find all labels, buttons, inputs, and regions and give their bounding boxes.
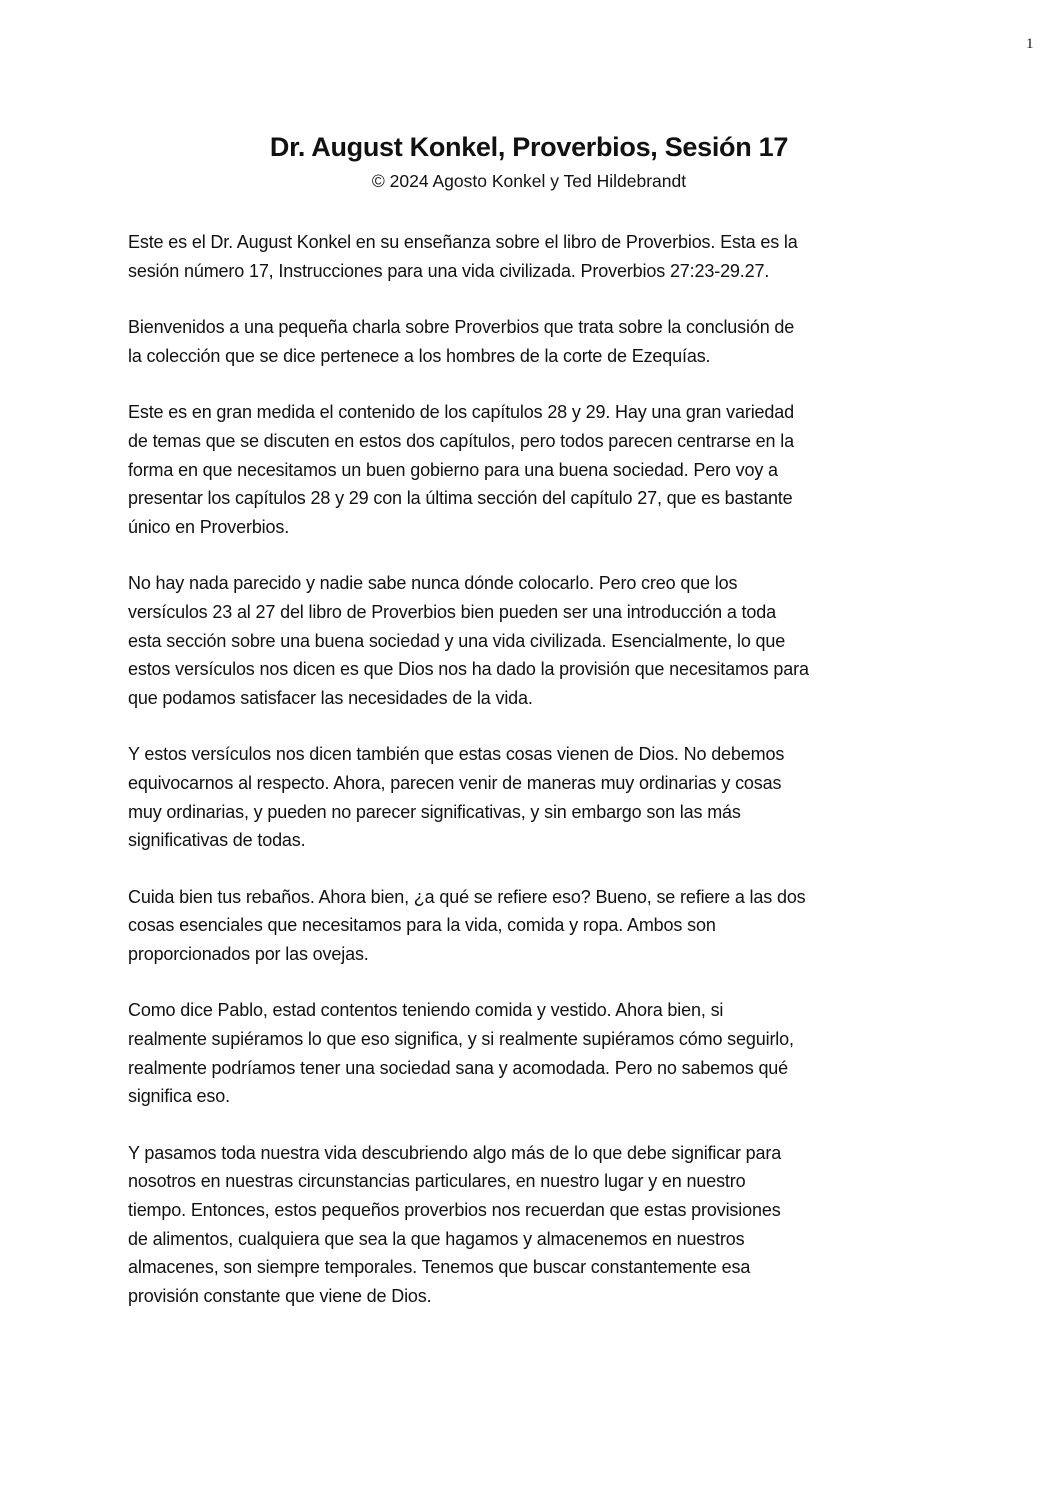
document-title: Dr. August Konkel, Proverbios, Sesión 17 <box>269 132 789 162</box>
paragraph <box>128 1139 809 1311</box>
text-line: cosas esenciales que necesitamos para la vida, comida y ropa. Ambos son <box>128 915 716 936</box>
paragraph <box>128 740 809 854</box>
text-line: significativas de todas. <box>128 830 306 851</box>
text-line: No hay nada parecido y nadie sabe nunca dónde colocarlo. Pero creo que los <box>128 573 738 594</box>
text-line: significa eso. <box>128 1086 230 1107</box>
text-line: Este es el Dr. August Konkel en su enseñanza sobre el libro de Proverbios. Esta es la <box>128 232 798 252</box>
text-line: único en Proverbios. <box>128 516 290 537</box>
paragraph <box>128 313 809 370</box>
paragraph <box>128 996 809 1110</box>
text-line: nosotros en nuestras circunstancias particulares, en nuestro lugar y en nuestro <box>128 1171 746 1192</box>
text-line: Cuida bien tus rebaños. Ahora bien, ¿a qué se refiere eso? Bueno, se refiere a las dos <box>128 886 806 907</box>
copyright-line: © 2024 Agosto Konkel y Ted Hildebrandt <box>371 171 687 191</box>
text-line: de alimentos, cualquiera que sea la que hagamos y almacenemos en nuestros <box>128 1228 745 1249</box>
paragraph <box>128 228 809 285</box>
text-line: Bienvenidos a una pequeña charla sobre Proverbios que trata sobre la conclusión de <box>128 317 795 338</box>
paragraph <box>128 398 809 541</box>
text-line: proporcionados por las ovejas. <box>128 943 369 964</box>
text-line: presentar los capítulos 28 y 29 con la última sección del capítulo 27, que es bastante <box>128 488 793 509</box>
paragraph <box>128 569 809 712</box>
text-line: Este es en gran medida el contenido de los capítulos 28 y 29. Hay una gran variedad <box>128 402 794 423</box>
text-line: de temas que se discuten en estos dos capítulos, pero todos parecen centrarse en la <box>128 430 794 451</box>
text-line: sesión número 17, Instrucciones para una vida civilizada. Proverbios 27:23-29.27. <box>128 260 770 281</box>
text-line: Y pasamos toda nuestra vida descubriendo algo más de lo que debe significar para <box>128 1142 782 1163</box>
document-body <box>128 228 809 1338</box>
text-line: realmente supiéramos lo que eso significa, y si realmente supiéramos cómo seguirlo, <box>128 1029 794 1050</box>
text-line: que podamos satisfacer las necesidades de la vida. <box>128 687 533 708</box>
text-line: versículos 23 al 27 del libro de Proverbios bien pueden ser una introducción a toda <box>128 601 776 622</box>
paragraph <box>128 883 809 969</box>
text-line: almacenes, son siempre temporales. Tenemos que buscar constantemente esa <box>128 1257 751 1278</box>
text-line: esta sección sobre una buena sociedad y una vida civilizada. Esencialmente, lo que <box>128 630 786 651</box>
text-line: equivocarnos al respecto. Ahora, parecen venir de maneras muy ordinarias y cosas <box>128 772 782 793</box>
text-line: realmente podríamos tener una sociedad sana y acomodada. Pero no sabemos qué <box>128 1057 789 1078</box>
text-line: estos versículos nos dicen es que Dios nos ha dado la provisión que necesitamos para <box>128 659 809 680</box>
text-line: tiempo. Entonces, estos pequeños proverbios nos recuerdan que estas provisiones <box>128 1200 781 1221</box>
text-line: provisión constante que viene de Dios. <box>128 1285 432 1306</box>
text-line: la colección que se dice pertenece a los hombres de la corte de Ezequías. <box>128 345 711 366</box>
text-line: Como dice Pablo, estad contentos teniendo comida y vestido. Ahora bien, si <box>128 1000 724 1021</box>
page-number: 1 <box>1026 36 1034 52</box>
text-line: forma en que necesitamos un buen gobierno para una buena sociedad. Pero voy a <box>128 459 778 480</box>
text-line: muy ordinarias, y pueden no parecer significativas, y sin embargo son las más <box>128 801 741 822</box>
text-line: Y estos versículos nos dicen también que estas cosas vienen de Dios. No debemos <box>128 744 785 765</box>
